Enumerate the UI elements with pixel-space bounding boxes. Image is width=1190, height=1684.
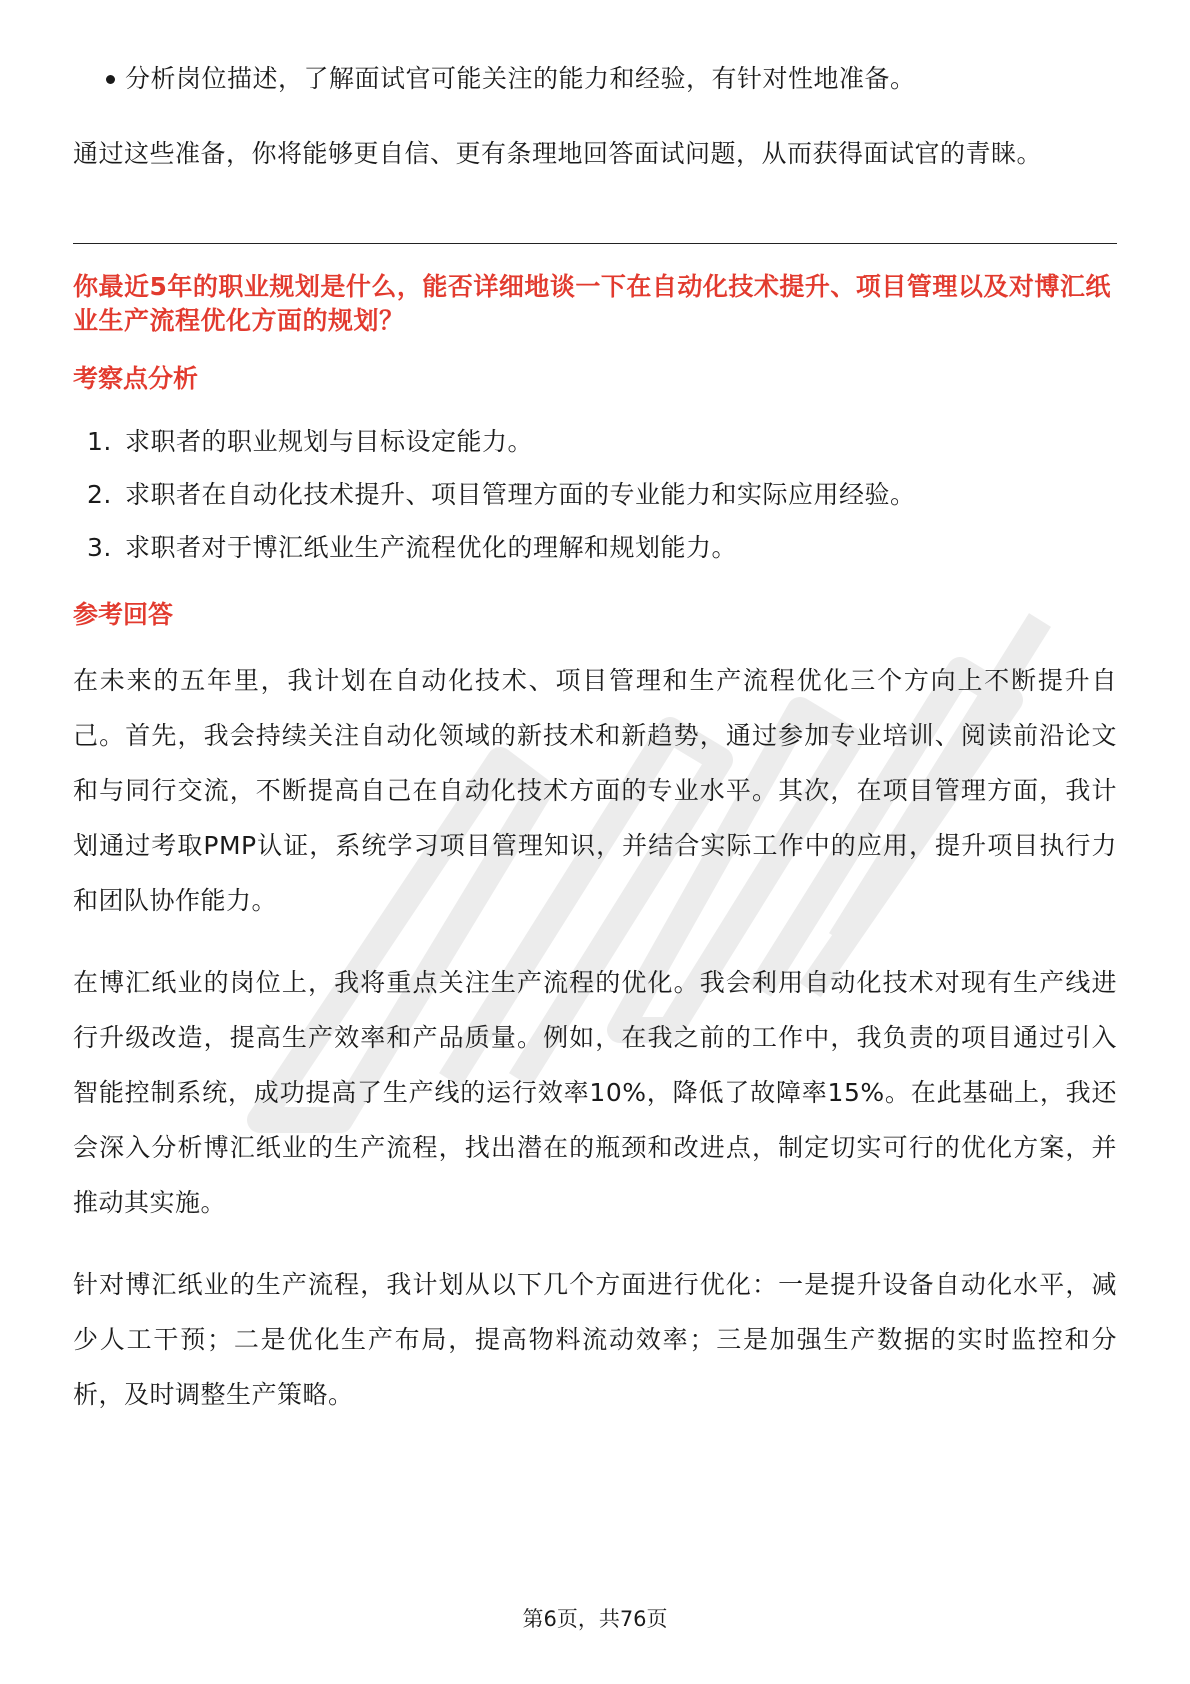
list-item	[73, 477, 1117, 513]
list-item-text: 求职者对于博汇纸业生产流程优化的理解和规划能力。	[125, 533, 738, 562]
list-item-text: 求职者的职业规划与目标设定能力。	[125, 427, 534, 456]
analysis-list	[73, 424, 1117, 566]
bullet-list	[73, 58, 1117, 100]
content-area	[73, 58, 1117, 1422]
question-heading: 你最近5年的职业规划是什么，能否详细地谈一下在自动化技术提升、项目管理以及对博汇纸业生产流程优化方面的规划？	[73, 272, 1111, 335]
answer-paragraph: 针对博汇纸业的生产流程，我计划从以下几个方面进行优化：一是提升设备自动化水平，减少人工干预；二是优化生产布局，提高物料流动效率；三是加强生产数据的实时监控和分析，及时调整生产策略。	[73, 1270, 1117, 1409]
list-item-text: 求职者在自动化技术提升、项目管理方面的专业能力和实际应用经验。	[125, 480, 916, 509]
list-number: 1.	[87, 427, 112, 456]
answer-paragraph: 在博汇纸业的岗位上，我将重点关注生产流程的优化。我会利用自动化技术对现有生产线进行升级改造，提高生产效率和产品质量。例如，在我之前的工作中，我负责的项目通过引入智能控制系统，成功提高了生产线的运行效率10%，降低了故障率15%。在此基础上，我还会深入分析博汇纸业的生产流程，找出潜在的瓶颈和改进点，制定切实可行的优化方案，并推动其实施。	[73, 968, 1117, 1217]
page-footer: 第6页，共76页	[522, 1607, 668, 1631]
analysis-heading: 考察点分析	[73, 364, 199, 393]
list-number: 3.	[87, 533, 112, 562]
bullet-dot-icon	[106, 75, 115, 84]
bullet-text: 分析岗位描述，了解面试官可能关注的能力和经验，有针对性地准备。	[125, 64, 916, 93]
intro-paragraph: 通过这些准备，你将能够更自信、更有条理地回答面试问题，从而获得面试官的青睐。	[73, 139, 1043, 168]
list-number: 2.	[87, 480, 112, 509]
list-item	[73, 530, 1117, 566]
answer-paragraph: 在未来的五年里，我计划在自动化技术、项目管理和生产流程优化三个方向上不断提升自己。首先，我会持续关注自动化领域的新技术和新趋势，通过参加专业培训、阅读前沿论文和与同行交流，不断提高自己在自动化技术方面的专业水平。其次，在项目管理方面，我计划通过考取PMP认证，系统学习项目管理知识，并结合实际工作中的应用，提升项目执行力和团队协作能力。	[73, 666, 1117, 915]
list-item	[73, 424, 1117, 460]
answer-heading: 参考回答	[73, 600, 174, 629]
section-divider	[73, 243, 1117, 244]
list-item	[73, 58, 1117, 100]
